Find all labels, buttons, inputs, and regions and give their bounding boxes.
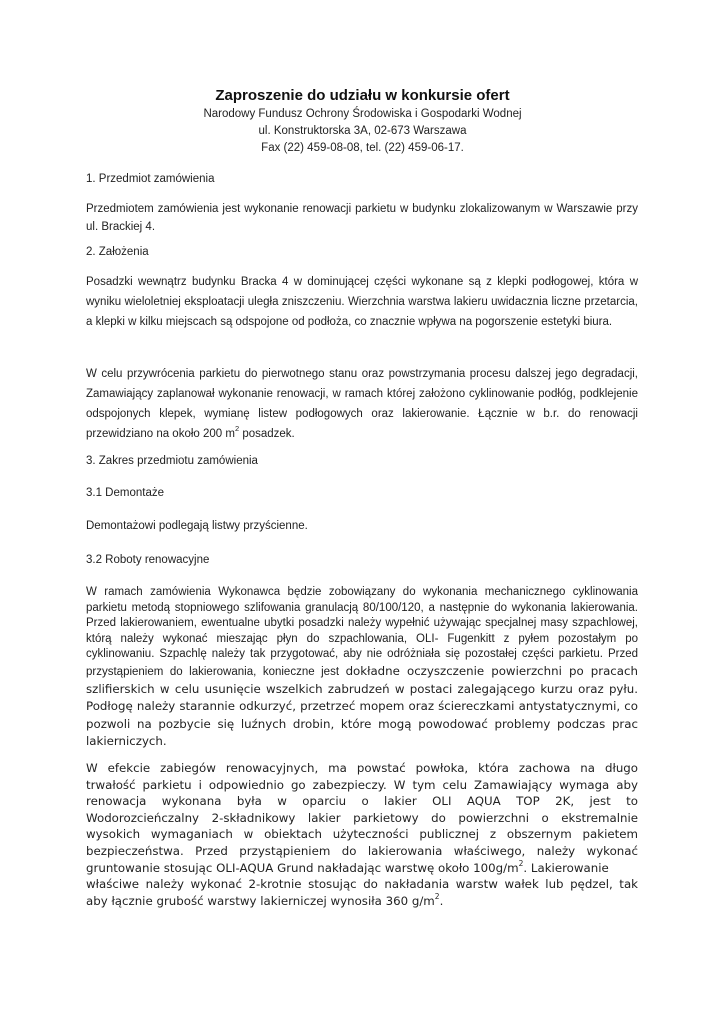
section-3-2-paragraph-2 <box>86 760 638 909</box>
paragraph-2-line: wysokich wymaganiach w obiektach użyteczności publicznej z obszernym pakietem <box>86 827 638 842</box>
section-3-2-paragraph-1-part-a: W ramach zamówienia Wykonawca będzie zobowiązany do wykonania mechanicznego cyklinowania parkietu metodą stopniowego szlifowania granulacją 80/100/120, a następnie do wykonania lakierowania. Przed lakierowaniem, ewentualne ubytki posadzki należy wypełnić używając specjalnej masy szpachlowej, którą należy wykonać mieszając płyn do szpachlowania, OLI- Fugenkitt z pyłem pozostałym po cyklinowaniu. Szpachlę należy tak przygotować, aby nie odróżniała się pozostałej części parkietu. Przed przystąpieniem do lakierowania, konieczne jest <box>86 586 638 678</box>
section-2-heading: 2. Założenia <box>86 246 149 258</box>
paragraph-2-line: W efekcie zabiegów renowacyjnych, ma powstać powłoka, która zachowa na długo <box>86 761 638 775</box>
header-contact: Fax (22) 459-08-08, tel. (22) 459-06-17. <box>261 142 464 154</box>
paragraph-2-line: Wodorozcieńczalny 2-składnikowy lakier parkietowy do powierzchni o ekstremalnie <box>86 810 638 825</box>
paragraph-2-line: bezpieczeństwa. Przed przystąpieniem do lakierowania właściwego, należy wykonać <box>86 843 638 858</box>
paragraph-2-line-9-end: . <box>439 893 444 908</box>
section-3-2-heading: 3.2 Roboty renowacyjne <box>86 554 210 566</box>
section-3-heading: 3. Zakres przedmiotu zamówienia <box>86 455 258 467</box>
section-3-2-paragraph-1 <box>86 585 638 751</box>
paragraph-2-line: renowacja wykonana była w oparciu o lakier OLI AQUA TOP 2K, jest to <box>86 794 638 809</box>
document-header <box>0 86 725 157</box>
section-2-paragraph-1: Posadzki wewnątrz budynku Bracka 4 w dominującej części wykonane są z klepki podłogowej, która w wyniku wieloletniej eksploatacji uległa zniszczeniu. Wierzchnia warstwa lakieru uwidacznia liczne przetarcia, a klepki w kilku miejscach są odspojone od podłoża, co znacznie wpływa na pogorszenie estetyki biura. <box>86 276 638 328</box>
section-3-1-text: Demontażowi podlegają listwy przyścienne. <box>86 520 308 532</box>
header-organization: Narodowy Fundusz Ochrony Środowiska i Gospodarki Wodnej <box>203 108 522 120</box>
paragraph-2-line-9-text: aby łącznie grubość warstwy lakierniczej wynosiła 360 g/m <box>86 893 435 908</box>
document-title: Zaproszenie do udziału w konkursie ofert <box>215 87 510 104</box>
paragraph-2-line <box>86 860 638 877</box>
paragraph-2-line <box>86 893 638 910</box>
paragraph-2-line: właściwe należy wykonać 2-krotnie stosując do nakładania warstw wałek lub pędzel, tak <box>86 877 638 892</box>
paragraph-2-line: trwałość parkietu i odpowiednio go zabezpieczy. W tym celu Zamawiający wymaga aby <box>86 777 638 792</box>
section-3-2-paragraph-1-part-b: dokładne oczyszczenie powierzchni po pracach szlifierskich w celu usunięcie wszelkich zabrudzeń w postaci zalegającego kurzu oraz pyłu. Podłogę należy starannie odkurzyć, przetrzeć mopem oraz ściereczkami antystatycznymi, co pozwoli na pozbycie się luźnych drobin, które mogą powodować problemy podczas prac lakierniczych. <box>86 663 638 749</box>
superscript-2: 2 <box>518 858 524 868</box>
header-address: ul. Konstruktorska 3A, 02-673 Warszawa <box>258 125 467 137</box>
section-3-1-heading: 3.1 Demontaże <box>86 487 164 499</box>
section-1-heading: 1. Przedmiot zamówienia <box>86 173 215 185</box>
section-2-paragraph-2-text: W celu przywrócenia parkietu do pierwotnego stanu oraz powstrzymania procesu dalszej jego degradacji, Zamawiający zaplanował wykonanie renowacji, w ramach której założono cyklinowanie podłóg, podklejenie odspojonych klepek, wymianę listew podłogowych oraz lakierowanie. Łącznie w b.r. do renowacji przewidziano na około 200 m <box>86 368 638 440</box>
section-2-paragraph-2 <box>86 364 638 444</box>
superscript-2: 2 <box>234 424 240 434</box>
paragraph-2-line-7-text: gruntowanie stosując OLI-AQUA Grund nakładając warstwę około 100g/m <box>86 860 519 875</box>
paragraph-2-line-7-end: . Lakierowanie <box>523 860 609 875</box>
section-2-paragraph-2-end: posadzek. <box>239 428 295 440</box>
section-1-text: Przedmiotem zamówienia jest wykonanie renowacji parkietu w budynku zlokalizowanym w Warszawie przy ul. Brackiej 4. <box>86 203 638 233</box>
superscript-2: 2 <box>434 891 440 901</box>
